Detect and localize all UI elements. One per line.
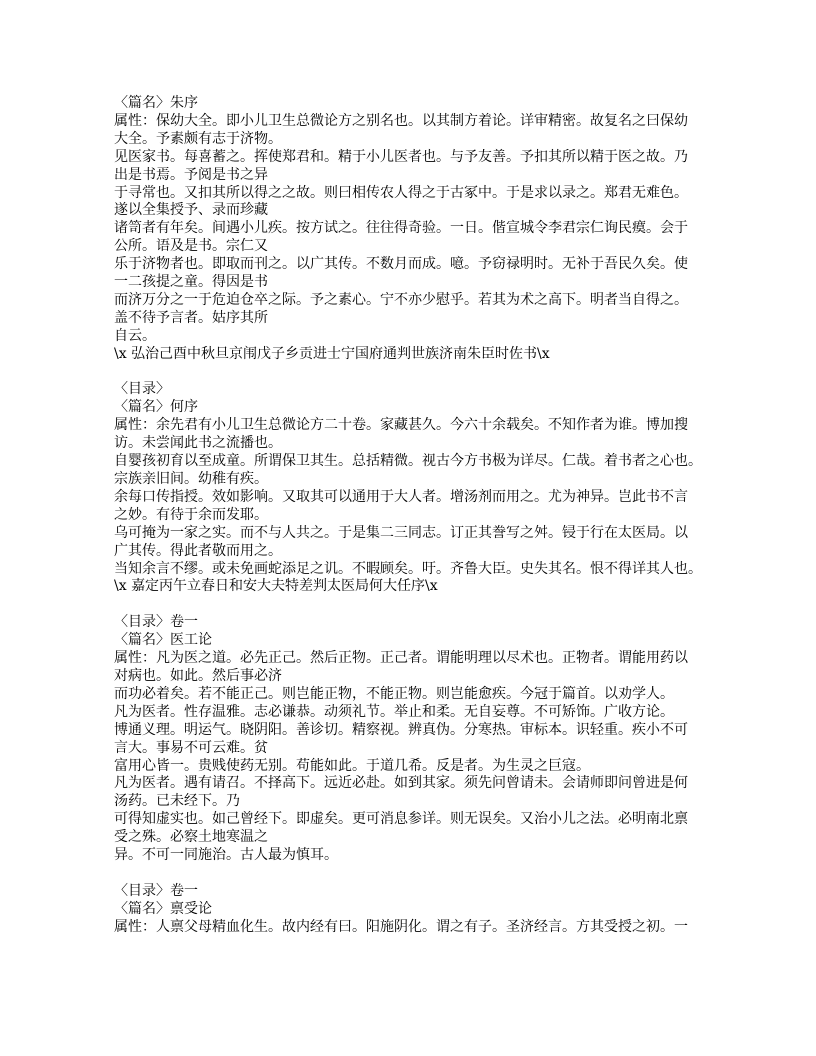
text-line: 于寻常也。又扣其所以得之之故。则曰相传农人得之于古冢中。于是求以录之。郑君无难色。	[114, 184, 688, 201]
text-line: 异。不可一同施治。古人最为慎耳。	[114, 847, 338, 864]
text-line: 〈篇名〉医工论	[114, 632, 212, 649]
text-line: 乌可掩为一家之实。而不与人共之。于是集二三同志。订正其誊写之舛。锓于行在太医局。以	[114, 524, 688, 541]
text-line: 大全。予素颇有志于济物。	[114, 130, 282, 147]
text-line: 自婴孩初育以至成童。所谓保卫其生。总括精微。视古今方书极为详尽。仁哉。着书者之心也。	[114, 453, 702, 470]
text-line: 凡为医者。遇有请召。不择高下。远近必赴。如到其家。须先问曾请未。会请师即问曾进是何	[114, 775, 688, 792]
text-line: 而功必着矣。若不能正己。则岂能正物，不能正物。则岂能愈疾。今冠于篇首。以劝学人。	[114, 685, 674, 702]
text-line: 受之殊。必察土地寒温之	[114, 829, 268, 846]
text-line: 余每口传指授。效如影响。又取其可以通用于大人者。增汤剂而用之。尤为神异。岂此书不言	[114, 488, 688, 505]
text-line: 之妙。有待于余而发耶。	[114, 506, 268, 523]
text-line: 可得知虚实也。如己曾经下。即虚矣。更可消息参详。则无误矣。又治小儿之法。必明南北禀	[114, 811, 688, 828]
text-line: 〈目录〉卷一	[114, 882, 198, 899]
text-line: 〈篇名〉禀受论	[114, 900, 212, 917]
text-line: 〈篇名〉何序	[114, 399, 198, 416]
text-line: 乐于济物者也。即取而刊之。以广其传。不数月而成。噫。予窃禄明时。无补于吾民久矣。使	[114, 256, 688, 273]
text-line: 盖不待予言者。姑序其所	[114, 309, 268, 326]
text-line: 一二孩提之童。得因是书	[114, 274, 268, 291]
text-line: 而济万分之一于危迫仓卒之际。予之素心。宁不亦少慰乎。若其为术之高下。明者当自得之。	[114, 291, 688, 308]
text-line: \x 弘治己酉中秋旦京闱戊子乡贡进士宁国府通判世族济南朱臣时佐书\x	[114, 345, 550, 362]
text-line: 对病也。如此。然后事必济	[114, 667, 282, 684]
text-line: 富用心皆一。贵贱使药无别。苟能如此。于道几希。反是者。为生灵之巨寇。	[114, 757, 590, 774]
text-line: 广其传。得此者敬而用之。	[114, 542, 282, 559]
text-line: 见医家书。每喜蓄之。挥使郑君和。精于小儿医者也。与予友善。予扣其所以精于医之故。乃	[114, 148, 688, 165]
text-line: 属性：凡为医之道。必先正己。然后正物。正己者。谓能明理以尽术也。正物者。谓能用药以	[114, 650, 688, 667]
blank-line	[114, 865, 754, 883]
text-line: 属性：余先君有小儿卫生总微论方二十卷。家藏甚久。今六十余载矣。不知作者为谁。博加搜	[114, 417, 688, 434]
text-line: 〈目录〉卷一	[114, 614, 198, 631]
text-line: 公所。语及是书。宗仁又	[114, 238, 268, 255]
text-block	[114, 95, 754, 937]
blank-line	[114, 364, 754, 382]
text-line: 出是书焉。予阅是书之异	[114, 166, 268, 183]
text-line: 诸笥者有年矣。间遇小儿疾。按方试之。往往得奇验。一日。偕宣城令李君宗仁询民瘼。会于	[114, 220, 688, 237]
text-line: 凡为医者。性存温雅。志必谦恭。动须礼节。举止和柔。无自妄尊。不可矫饰。广收方论。	[114, 703, 674, 720]
text-line: 属性：保幼大全。即小儿卫生总微论方之别名也。以其制方着论。详审精密。故复名之曰保幼	[114, 112, 688, 129]
text-line: 自云。	[114, 327, 156, 344]
text-line: 〈目录〉	[114, 381, 170, 398]
text-line: 言大。事易不可云难。贫	[114, 739, 268, 756]
text-line: 属性：人禀父母精血化生。故内经有曰。阳施阴化。谓之有子。圣济经言。方其受授之初。一	[114, 918, 688, 935]
text-line: 宗族亲旧间。幼稚有疾。	[114, 471, 268, 488]
text-line: \x 嘉定丙午立春日和安大夫特差判太医局何大任序\x	[114, 578, 438, 595]
text-line: 当知余言不缪。或未免画蛇添足之讥。不暇顾矣。吁。齐鲁大臣。史失其名。恨不得详其人也。	[114, 560, 702, 577]
text-line: 〈篇名〉朱序	[114, 95, 198, 111]
text-line: 博通义理。明运气。晓阴阳。善诊切。精察视。辨真伪。分寒热。审标本。识轻重。疾小不可	[114, 721, 688, 738]
text-line: 汤药。已未经下。乃	[114, 793, 240, 810]
blank-line	[114, 596, 754, 614]
text-line: 访。未尝闻此书之流播也。	[114, 435, 282, 452]
text-line: 遂以全集授予、录而珍藏	[114, 202, 268, 219]
